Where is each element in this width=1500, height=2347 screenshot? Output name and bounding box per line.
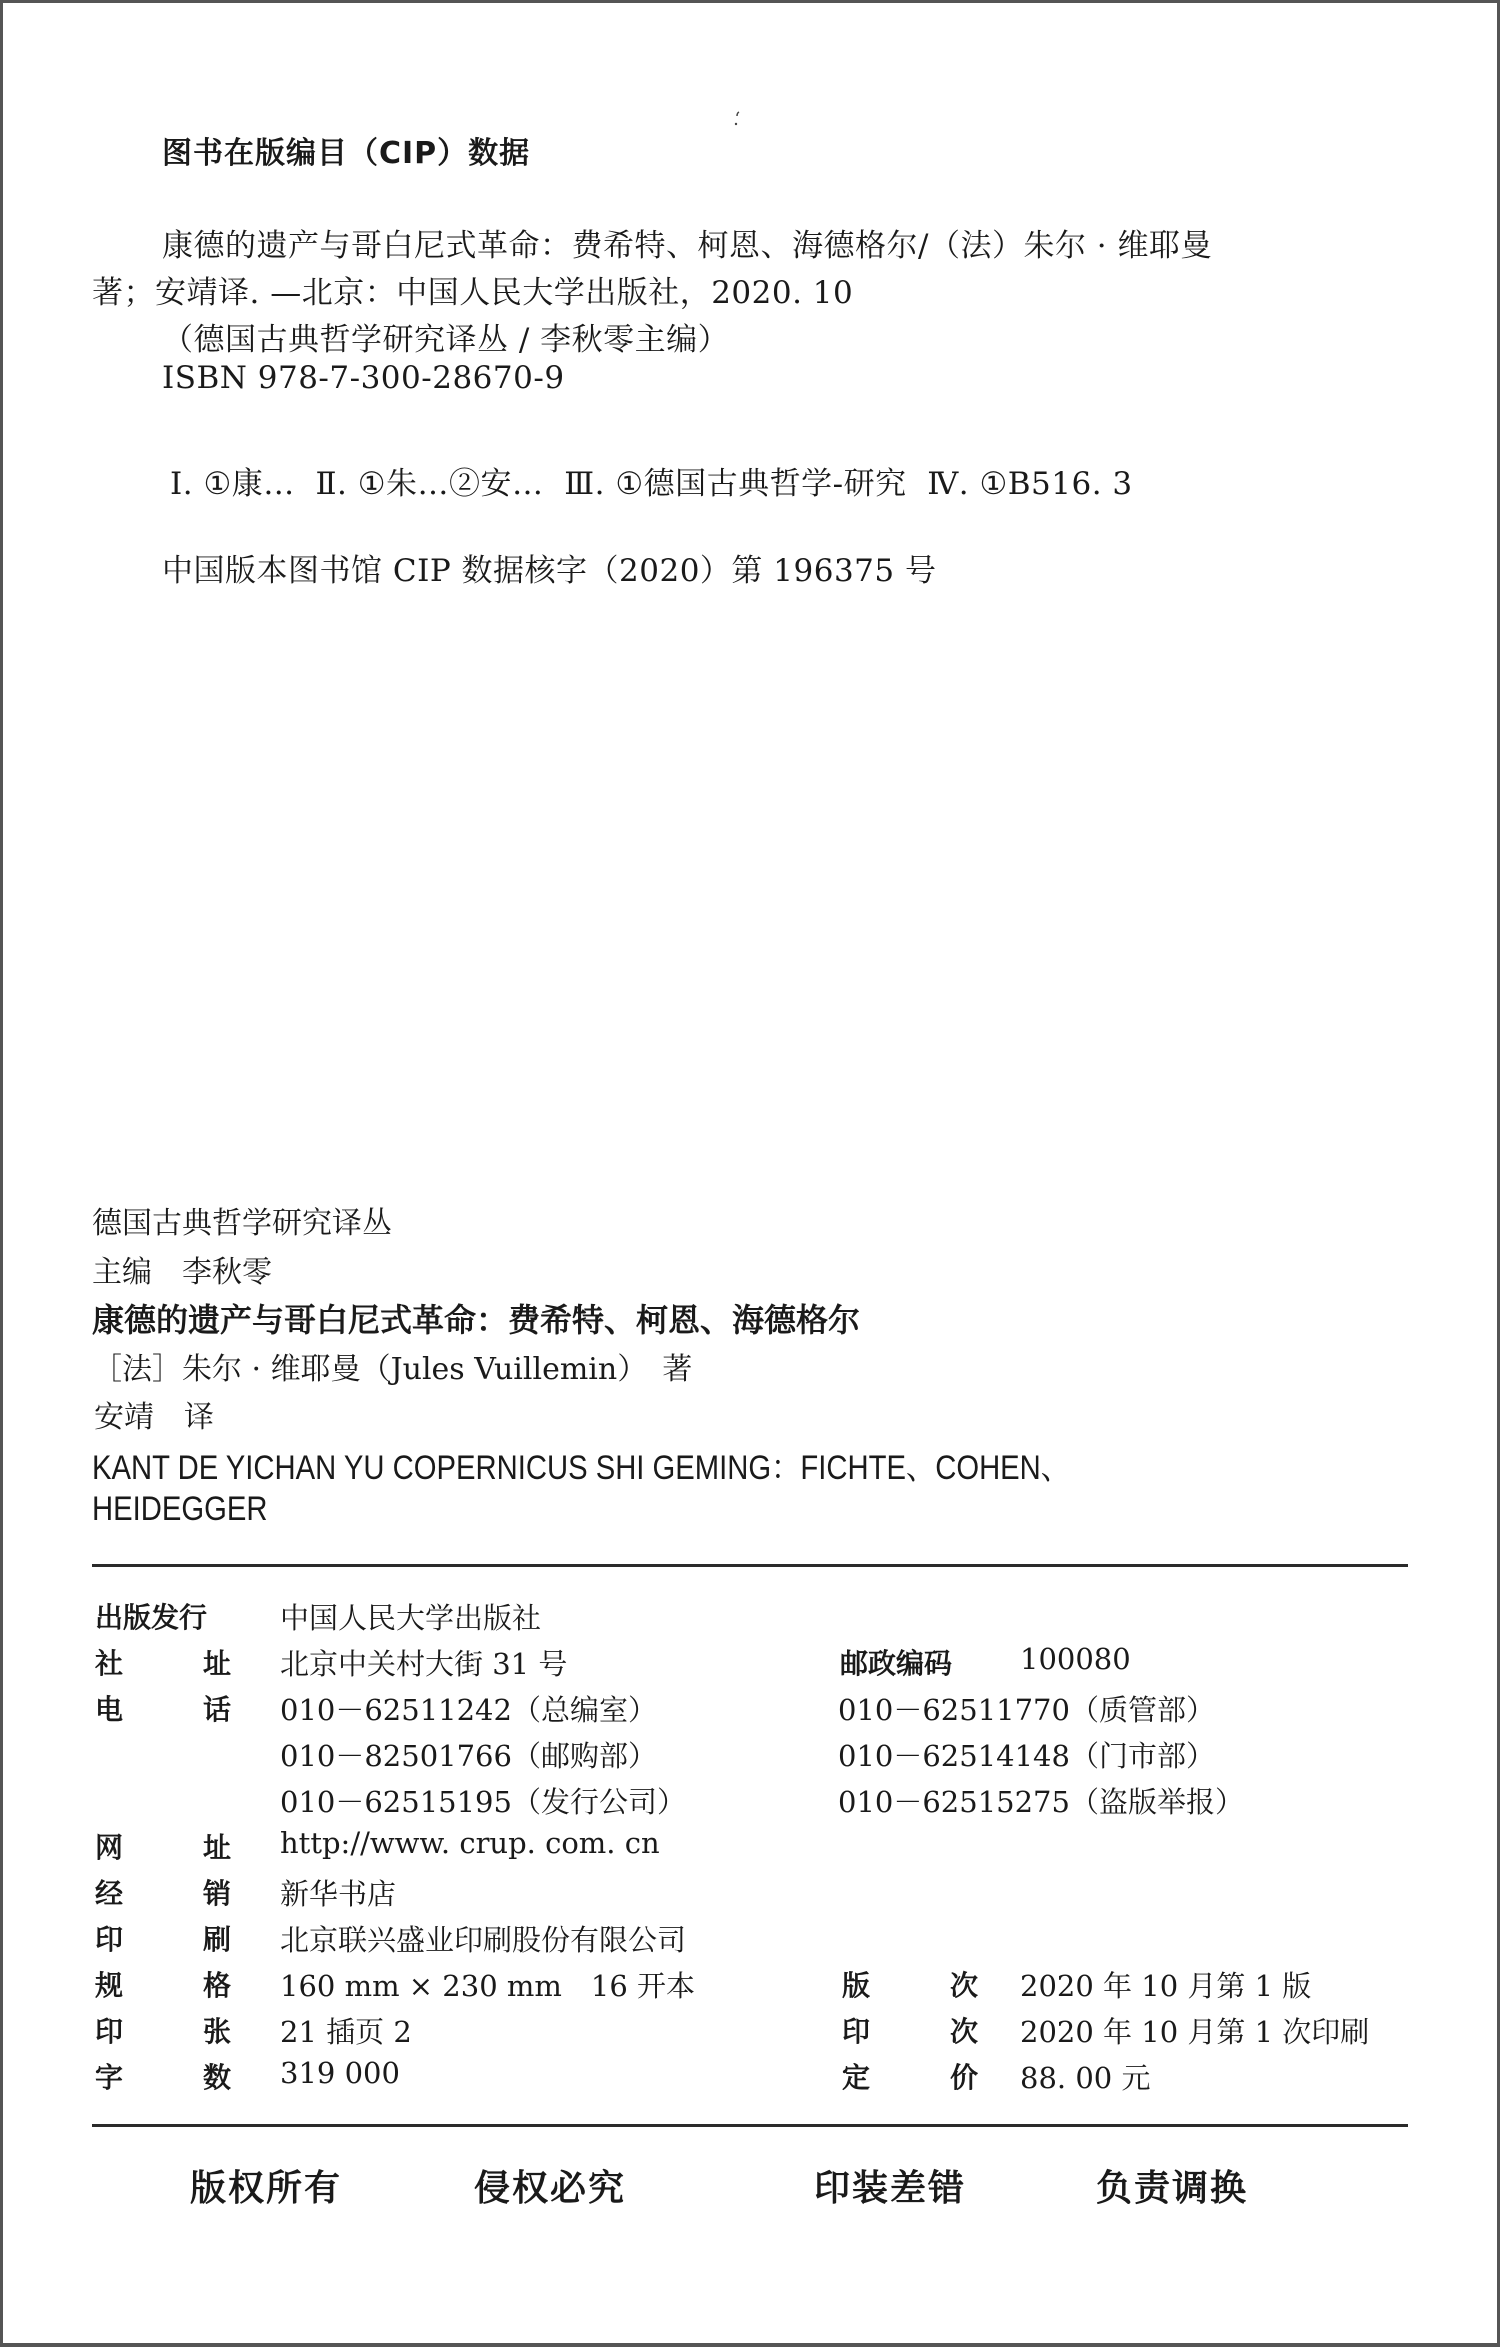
label-sheets-a: 印 xyxy=(95,2015,124,2048)
phone-editorial: 010－62511242（总编室） xyxy=(280,1693,657,1727)
cip-isbn: ISBN 978-7-300-28670-9 xyxy=(162,360,565,396)
label-printing-a: 印 xyxy=(842,2015,871,2048)
pinyin-title-line-1: KANT DE YICHAN YU COPERNICUS SHI GEMING：FICHTE、COHEN、 xyxy=(92,1449,1071,1487)
imprint-row-word-count xyxy=(95,2056,1395,2096)
imprint-row-format xyxy=(95,1964,1395,2004)
label-printer-a: 印 xyxy=(95,1923,124,1956)
label-format-a: 规 xyxy=(95,1969,124,2002)
label-printing-b: 次 xyxy=(950,2015,979,2048)
phone-mail-order: 010－82501766（邮购部） xyxy=(280,1739,657,1773)
label-word-count-a: 字 xyxy=(95,2061,124,2094)
cip-heading: 图书在版编目（CIP）数据 xyxy=(162,136,531,171)
imprint-row-phone-3 xyxy=(95,1780,1395,1820)
value-sheets: 21 插页 2 xyxy=(280,2015,412,2049)
value-website: http://www. crup. com. cn xyxy=(280,1826,660,1860)
slogan-replacement: 负责调换 xyxy=(1096,2168,1249,2209)
series-editor: 主编 李秋零 xyxy=(92,1255,272,1290)
value-distributor: 新华书店 xyxy=(280,1877,397,1911)
cip-record-line-2: 著；安靖译. —北京：中国人民大学出版社，2020. 10 xyxy=(92,275,854,311)
label-price-a: 定 xyxy=(842,2061,871,2094)
value-publisher: 中国人民大学出版社 xyxy=(280,1601,542,1635)
book-title: 康德的遗产与哥白尼式革命：费希特、柯恩、海德格尔 xyxy=(92,1301,861,1339)
value-format: 160 mm × 230 mm 16 开本 xyxy=(280,1969,695,2003)
series-name: 德国古典哲学研究译丛 xyxy=(92,1206,392,1241)
label-sheets-b: 张 xyxy=(203,2015,232,2048)
cip-classification: Ⅰ. ①康… Ⅱ. ①朱…②安… Ⅲ. ①德国古典哲学-研究 Ⅳ. ①B516. 3 xyxy=(170,466,1133,502)
label-website-b: 址 xyxy=(203,1831,232,1864)
imprint-row-sheets xyxy=(95,2010,1395,2050)
label-phone-b: 话 xyxy=(203,1693,232,1726)
label-edition-b: 次 xyxy=(950,1969,979,2002)
value-edition: 2020 年 10 月第 1 版 xyxy=(1020,1969,1312,2003)
label-address-a: 社 xyxy=(95,1647,124,1680)
label-website-a: 网 xyxy=(95,1831,124,1864)
phone-piracy-report: 010－62515275（盗版举报） xyxy=(838,1785,1244,1819)
divider-bottom xyxy=(92,2124,1408,2127)
label-address-b: 址 xyxy=(203,1647,232,1680)
value-address: 北京中关村大街 31 号 xyxy=(280,1647,568,1681)
imprint-row-printer xyxy=(95,1918,1395,1958)
label-phone-a: 电 xyxy=(95,1693,124,1726)
slogan-print-errors: 印装差错 xyxy=(814,2168,967,2209)
scan-mark-icon xyxy=(733,110,743,140)
label-distributor-a: 经 xyxy=(95,1877,124,1910)
imprint-row-address xyxy=(95,1642,1395,1682)
phone-store: 010－62514148（门市部） xyxy=(838,1739,1215,1773)
value-postcode: 100080 xyxy=(1020,1642,1131,1676)
imprint-row-website xyxy=(95,1826,1395,1866)
label-printer-b: 刷 xyxy=(203,1923,232,1956)
label-word-count-b: 数 xyxy=(203,2061,232,2094)
pinyin-title-line-2: HEIDEGGER xyxy=(92,1490,268,1528)
imprint-row-distributor xyxy=(95,1872,1395,1912)
label-price-b: 价 xyxy=(950,2061,979,2094)
cip-check-number: 中国版本图书馆 CIP 数据核字（2020）第 196375 号 xyxy=(162,553,937,589)
slogan-copyright: 版权所有 xyxy=(190,2168,343,2209)
value-printer: 北京联兴盛业印刷股份有限公司 xyxy=(280,1923,687,1957)
book-author: ［法］朱尔 · 维耶曼（Jules Vuillemin） 著 xyxy=(92,1352,693,1387)
book-translator: 安靖 译 xyxy=(94,1400,214,1435)
imprint-row-phone-1 xyxy=(95,1688,1395,1728)
label-format-b: 格 xyxy=(203,1969,232,2002)
cip-series-line: （德国古典哲学研究译丛 / 李秋零主编） xyxy=(162,322,730,358)
phone-quality: 010－62511770（质管部） xyxy=(838,1693,1215,1727)
value-printing: 2020 年 10 月第 1 次印刷 xyxy=(1020,2015,1370,2049)
imprint-row-publisher xyxy=(95,1596,1395,1636)
label-distributor-b: 销 xyxy=(203,1877,232,1910)
cip-record-line-1: 康德的遗产与哥白尼式革命：费希特、柯恩、海德格尔/（法）朱尔 · 维耶曼 xyxy=(162,228,1213,264)
value-word-count: 319 000 xyxy=(280,2056,400,2090)
divider-top xyxy=(92,1564,1408,1567)
label-postcode: 邮政编码 xyxy=(840,1647,953,1680)
label-edition-a: 版 xyxy=(842,1969,871,2002)
slogan-infringement: 侵权必究 xyxy=(474,2168,627,2209)
label-publisher: 出版发行 xyxy=(95,1601,208,1634)
phone-distribution: 010－62515195（发行公司） xyxy=(280,1785,686,1819)
imprint-row-phone-2 xyxy=(95,1734,1395,1774)
value-price: 88. 00 元 xyxy=(1020,2061,1151,2095)
